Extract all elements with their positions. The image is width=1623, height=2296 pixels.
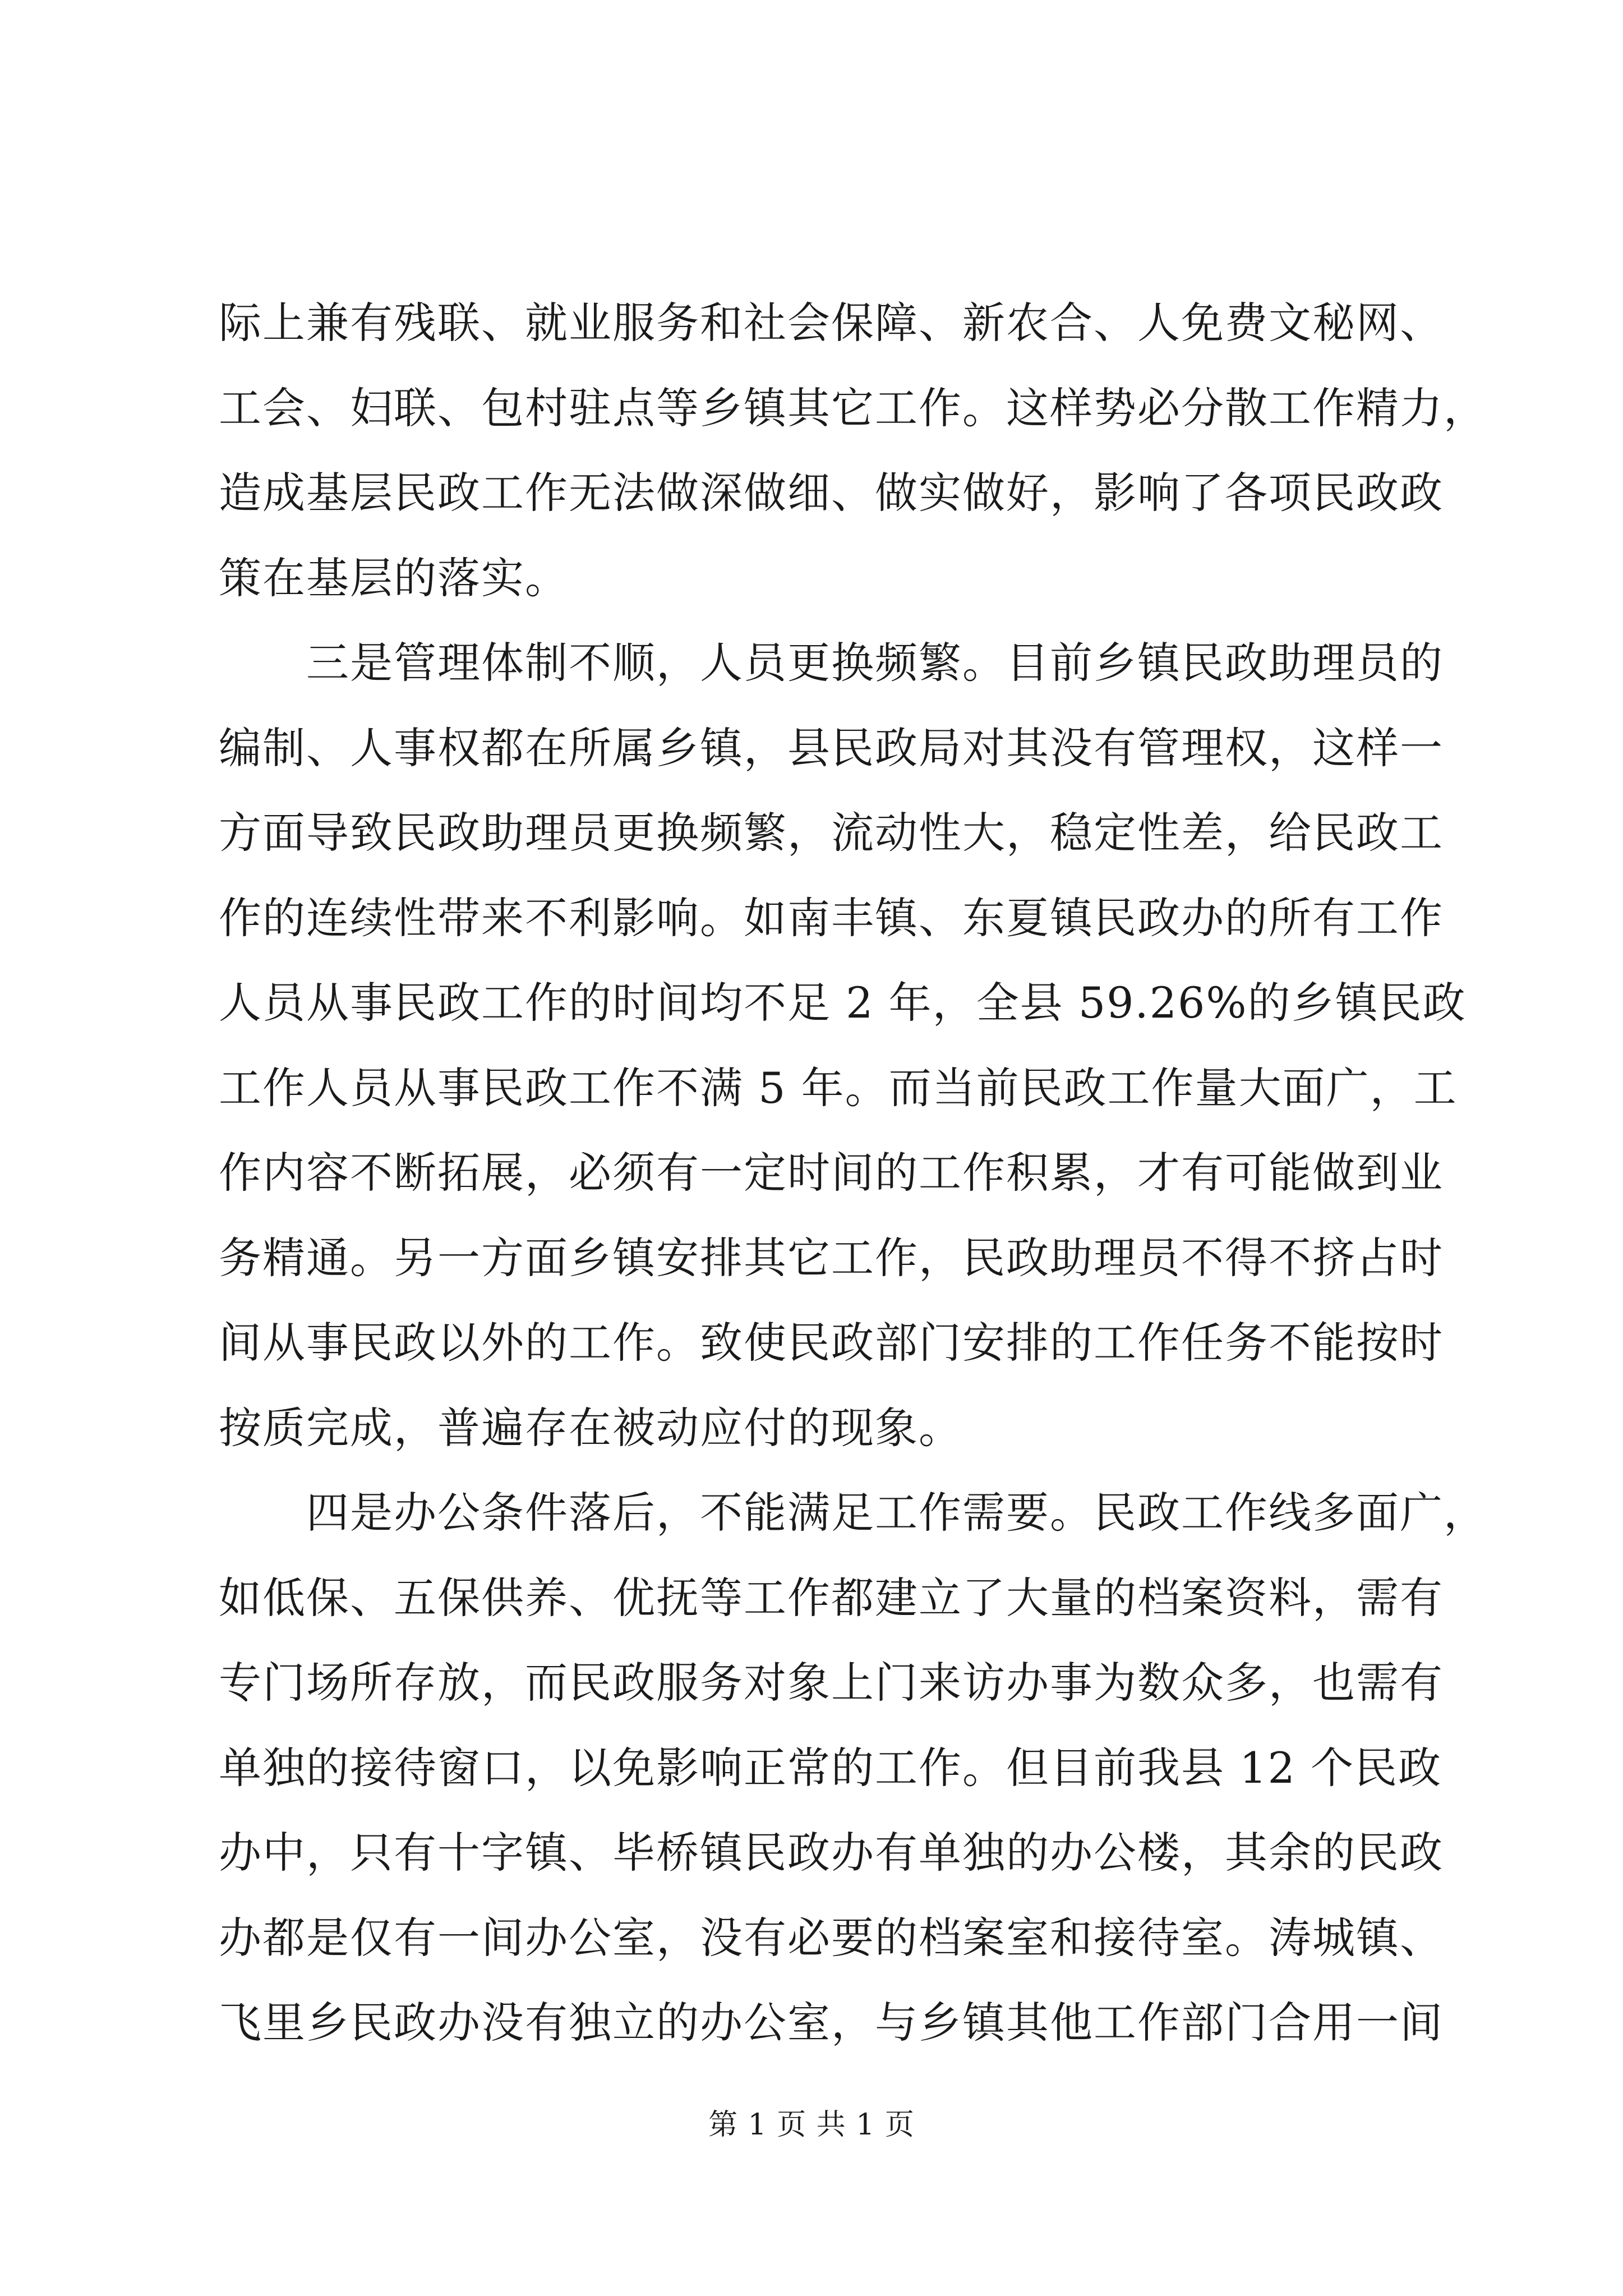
text-line: 如低保、五保供养、优抚等工作都建立了大量的档案资料，需有	[219, 1572, 1444, 1623]
text-line: 方面导致民政助理员更换频繁，流动性大，稳定性差，给民政工	[219, 808, 1444, 858]
text-line: 飞里乡民政办没有独立的办公室，与乡镇其他工作部门合用一间	[219, 1998, 1444, 2047]
text-line: 造成基层民政工作无法做深做细、做实做好，影响了各项民政政	[219, 468, 1444, 518]
text-line: 工作人员从事民政工作不满 5 年。而当前民政工作量大面广，工	[219, 1062, 1458, 1113]
text-line: 间从事民政以外的工作。致使民政部门安排的工作任务不能按时	[219, 1318, 1444, 1368]
text-line: 按质完成，普遍存在被动应付的现象。	[219, 1402, 962, 1453]
text-line: 际上兼有残联、就业服务和社会保障、新农合、人免费文秘网、	[219, 298, 1444, 348]
text-line: 作的连续性带来不利影响。如南丰镇、东夏镇民政办的所有工作	[219, 892, 1444, 943]
text-line: 编制、人事权都在所属乡镇，县民政局对其没有管理权，这样一	[219, 723, 1444, 773]
text-line: 人员从事民政工作的时间均不足 2 年，全县 59.26%的乡镇民政	[219, 978, 1467, 1028]
paragraph-start-line: 四是办公条件落后，不能满足工作需要。民政工作线多面广，	[219, 1488, 1487, 1538]
text-line: 务精通。另一方面乡镇安排其它工作，民政助理员不得不挤占时	[219, 1232, 1444, 1283]
text-line: 办中，只有十字镇、毕桥镇民政办有单独的办公楼，其余的民政	[219, 1828, 1444, 1878]
text-line: 办都是仅有一间办公室，没有必要的档案室和接待室。涛城镇、	[219, 1912, 1444, 1963]
text-line: 工会、妇联、包村驻点等乡镇其它工作。这样势必分散工作精力，	[219, 383, 1487, 433]
text-line: 专门场所存放，而民政服务对象上门来访办事为数众多，也需有	[219, 1658, 1444, 1708]
text-line: 单独的接待窗口，以免影响正常的工作。但目前我县 12 个民政	[219, 1742, 1442, 1793]
page-footer: 第 1 页 共 1 页	[708, 2108, 915, 2142]
paragraph-start-line: 三是管理体制不顺，人员更换频繁。目前乡镇民政助理员的	[219, 638, 1444, 688]
text-line: 作内容不断拓展，必须有一定时间的工作积累，才有可能做到业	[219, 1148, 1444, 1198]
text-line: 策在基层的落实。	[219, 553, 569, 603]
body-text	[219, 280, 1487, 2065]
